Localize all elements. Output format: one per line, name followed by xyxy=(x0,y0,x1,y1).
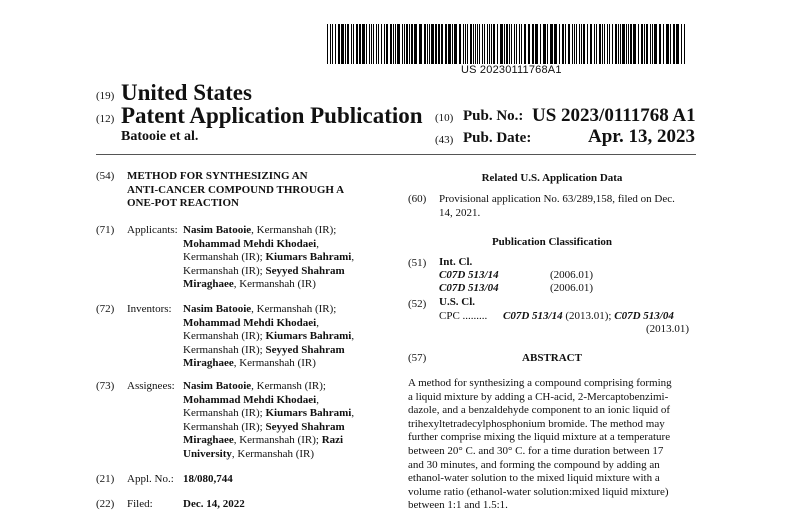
barcode-bar xyxy=(628,24,629,64)
assignee-name: Miraghaee xyxy=(183,434,234,447)
title-line: METHOD FOR SYNTHESIZING AN xyxy=(127,170,308,182)
barcode-bar xyxy=(347,24,349,64)
barcode-bar xyxy=(644,24,645,64)
barcode-bar xyxy=(384,24,385,64)
cpc-line xyxy=(439,310,674,324)
barcode-bar xyxy=(535,24,538,64)
abstract-line: volume ratio (ethanol-water solution:mixed liquid mixture) xyxy=(408,485,669,498)
applicant-location: , Kermanshah (IR); xyxy=(251,224,337,236)
applicant-location: Kermanshah (IR); xyxy=(183,251,266,264)
barcode-bar xyxy=(445,24,447,64)
barcode-bar xyxy=(359,24,361,64)
applicant-name: Miraghaee xyxy=(183,278,234,291)
barcode-bar xyxy=(491,24,492,64)
assignee-name: Seyyed Shahram xyxy=(265,420,345,433)
assignee-location: Kermanshah (IR); xyxy=(183,407,266,420)
barcode-bar xyxy=(646,24,648,64)
barcode-bar xyxy=(590,24,592,64)
inventor-name: Kiumars Bahrami xyxy=(265,330,352,343)
abstract-code: (57) xyxy=(408,352,427,364)
inventors-list xyxy=(183,303,354,371)
abstract-line: A method for synthesizing a compound comprising forming xyxy=(408,377,672,389)
barcode-bar xyxy=(378,24,379,64)
separator: , xyxy=(316,393,319,406)
barcode-bar xyxy=(670,24,671,64)
applicant-location: Kermanshah (IR); xyxy=(183,264,266,277)
int-cl-year: (2006.01) xyxy=(550,282,594,294)
barcode-bar xyxy=(615,24,617,64)
barcode-bar xyxy=(487,24,488,64)
barcode-bar xyxy=(568,24,570,64)
barcode-bar xyxy=(338,24,340,64)
inventor-name: Miraghaee xyxy=(183,357,234,370)
assignees-label: Assignees: xyxy=(127,380,175,392)
publication-type: Patent Application Publication xyxy=(121,103,423,128)
barcode-bar xyxy=(684,24,685,64)
pub-no-label: Pub. No.: xyxy=(463,108,524,124)
abstract-line: trihexyltetradecylphosphonium bromide. The method may xyxy=(408,417,665,430)
assignee-location: , Kermansh (IR); xyxy=(251,380,326,392)
applicant-location: , Kermanshah (IR) xyxy=(233,278,316,291)
barcode-bar xyxy=(327,24,328,64)
barcode-bar xyxy=(602,24,603,64)
assignee-name: University xyxy=(183,447,232,460)
pub-date-label: Pub. Date: xyxy=(463,130,532,146)
barcode-bar xyxy=(543,24,546,64)
barcode-bar xyxy=(511,24,512,64)
inventor-name: Mohammad Mehdi Khodaei xyxy=(183,316,317,329)
pub-date-value: Apr. 13, 2023 xyxy=(588,126,695,147)
assignee-name: Mohammad Mehdi Khodaei xyxy=(183,393,317,406)
barcode-bar xyxy=(477,24,478,64)
barcode-bar xyxy=(516,24,517,64)
barcode-bar xyxy=(572,24,573,64)
assignee-name: Kiumars Bahrami xyxy=(265,407,352,420)
barcode-bar xyxy=(565,24,566,64)
barcode-bar xyxy=(475,24,476,64)
barcode-bar xyxy=(620,24,621,64)
barcode-bar xyxy=(663,24,664,64)
inventor-short: Batooie et al. xyxy=(121,129,199,144)
barcode-bar xyxy=(467,24,468,64)
type-code: (12) xyxy=(96,113,115,125)
int-cl-year: (2006.01) xyxy=(550,269,594,281)
provisional-line: Provisional application No. 63/289,158, filed on Dec. xyxy=(439,193,675,205)
assignees-code: (73) xyxy=(96,380,115,392)
country-name: United States xyxy=(121,80,252,105)
barcode-bar xyxy=(652,24,653,64)
barcode-bar xyxy=(559,24,560,64)
barcode-bar xyxy=(463,24,464,64)
cpc-class: C07D 513/04 xyxy=(614,310,674,322)
barcode-number: US 20230111768A1 xyxy=(461,64,562,76)
cpc-class: C07D 513/14 xyxy=(503,310,563,322)
barcode-bar xyxy=(506,24,508,64)
cpc-label: CPC ......... xyxy=(439,310,488,322)
barcode-bar xyxy=(587,24,588,64)
barcode-bar xyxy=(532,24,534,64)
invention-title xyxy=(127,170,344,211)
barcode-bar xyxy=(509,24,510,64)
barcode-bar xyxy=(341,24,344,64)
assignee-name: Nasim Batooie xyxy=(183,380,252,392)
barcode-bar xyxy=(550,24,553,64)
abstract-line: between 1:1 and 1.5:1. xyxy=(408,499,508,512)
filed-label: Filed: xyxy=(127,498,153,510)
barcode-bar xyxy=(641,24,643,64)
barcode-bar xyxy=(386,24,388,64)
separator: , xyxy=(316,316,319,329)
barcode-bar xyxy=(381,24,382,64)
barcode-bar xyxy=(362,24,365,64)
abstract-line: ethanol-water solution to the mixed liquid mixture with a xyxy=(408,472,660,485)
applicant-name: Mohammad Mehdi Khodaei xyxy=(183,237,317,250)
barcode-bar xyxy=(438,24,440,64)
barcode-bar xyxy=(489,24,490,64)
assignees-list xyxy=(183,380,354,462)
barcode-bar xyxy=(366,24,367,64)
barcode-bar xyxy=(607,24,608,64)
barcode-bar xyxy=(681,24,682,64)
title-line: ONE-POT REACTION xyxy=(127,197,239,210)
barcode-bar xyxy=(427,24,428,64)
inventor-name: Seyyed Shahram xyxy=(265,343,345,356)
barcode-bar xyxy=(633,24,636,64)
assignee-location: Kermanshah (IR); xyxy=(183,420,266,433)
barcode-bar xyxy=(390,24,392,64)
barcode-bar xyxy=(676,24,679,64)
barcode-bar xyxy=(429,24,430,64)
barcode-bar xyxy=(596,24,597,64)
separator: , xyxy=(351,330,355,343)
applicants-list xyxy=(183,224,354,292)
barcode-bar xyxy=(519,24,520,64)
barcode-bar xyxy=(493,24,495,64)
barcode-bar xyxy=(335,24,336,64)
barcode-bar xyxy=(579,24,580,64)
barcode-bar xyxy=(431,24,434,64)
barcode-bar xyxy=(404,24,405,64)
barcode-bar xyxy=(393,24,394,64)
barcode-bar xyxy=(356,24,358,64)
barcode-bar xyxy=(547,24,548,64)
barcode-bar xyxy=(351,24,352,64)
assignee-location: , Kermanshah (IR); xyxy=(233,434,322,447)
barcode-bar xyxy=(332,24,333,64)
int-cl-label: Int. Cl. xyxy=(439,256,473,268)
barcode-bar xyxy=(659,24,661,64)
barcode-bar xyxy=(441,24,443,64)
country-code: (19) xyxy=(96,90,115,102)
inventor-name: Nasim Batooie xyxy=(183,303,252,315)
abstract-body xyxy=(408,377,698,513)
barcode-bar xyxy=(540,24,541,64)
barcode-bar xyxy=(599,24,601,64)
barcode-bar xyxy=(435,24,437,64)
barcode-bar xyxy=(528,24,530,64)
barcode-bar xyxy=(353,24,354,64)
filed-value: Dec. 14, 2022 xyxy=(183,498,245,510)
barcode-bar xyxy=(406,24,408,64)
barcode-bar xyxy=(465,24,466,64)
title-code: (54) xyxy=(96,170,115,182)
barcode-bar xyxy=(345,24,346,64)
inventors-label: Inventors: xyxy=(127,303,172,315)
barcode-bar xyxy=(574,24,575,64)
int-cl-code: (51) xyxy=(408,257,427,269)
barcode-bar xyxy=(654,24,657,64)
barcode-bar xyxy=(504,24,505,64)
appl-no-code: (21) xyxy=(96,473,115,485)
applicant-name: Nasim Batooie xyxy=(183,224,252,236)
barcode-bar xyxy=(424,24,426,64)
applicant-name: Kiumars Bahrami xyxy=(265,251,352,264)
header-divider xyxy=(96,154,696,155)
abstract-line: further comprise mixing the liquid mixture at a temperature xyxy=(408,431,671,444)
barcode-bar xyxy=(402,24,403,64)
provisional-line: 14, 2021. xyxy=(439,206,481,219)
assignee-location: , Kermanshah (IR) xyxy=(231,447,315,460)
barcode-bar xyxy=(500,24,503,64)
barcode-bar xyxy=(373,24,374,64)
barcode-bar xyxy=(581,24,582,64)
related-data-title: Related U.S. Application Data xyxy=(481,172,623,184)
barcode-bar xyxy=(497,24,498,64)
barcode-bar xyxy=(626,24,627,64)
provisional-code: (60) xyxy=(408,193,427,205)
separator: , xyxy=(316,237,319,250)
appl-no-label: Appl. No.: xyxy=(127,473,174,485)
barcode-bar xyxy=(452,24,453,64)
separator: , xyxy=(351,251,355,264)
barcode-bar xyxy=(419,24,422,64)
barcode-bar xyxy=(630,24,632,64)
barcode-image xyxy=(327,24,687,64)
barcode-bar xyxy=(371,24,372,64)
barcode-bar xyxy=(650,24,651,64)
barcode-bar xyxy=(459,24,461,64)
barcode-bar xyxy=(414,24,417,64)
barcode-bar xyxy=(554,24,557,64)
inventor-location: , Kermanshah (IR) xyxy=(233,357,316,370)
provisional-text xyxy=(439,193,675,220)
barcode-bar xyxy=(473,24,474,64)
barcode-bar xyxy=(411,24,413,64)
applicants-code: (71) xyxy=(96,224,115,236)
abstract-title: ABSTRACT xyxy=(522,352,582,364)
barcode-bar xyxy=(376,24,377,64)
barcode-bar xyxy=(514,24,515,64)
barcode-bar xyxy=(604,24,605,64)
barcode-bar xyxy=(576,24,577,64)
barcode-bar xyxy=(448,24,451,64)
cpc-year: (2013.01); xyxy=(562,310,615,322)
barcode-bar xyxy=(470,24,472,64)
barcode-bar xyxy=(330,24,331,64)
barcode-bar xyxy=(673,24,675,64)
barcode-bar xyxy=(638,24,639,64)
classification-title: Publication Classification xyxy=(491,236,613,248)
barcode-bar xyxy=(562,24,564,64)
barcode-bar xyxy=(369,24,370,64)
barcode-bar xyxy=(622,24,625,64)
barcode-bar xyxy=(524,24,526,64)
abstract-line: dazole, and a benzaldehyde component to an ionic liquid of xyxy=(408,404,671,417)
barcode-bar xyxy=(482,24,483,64)
abstract-line: and 30 minutes, and forming the compound by adding an xyxy=(408,458,660,471)
cpc-year: (2013.01) xyxy=(646,323,690,335)
applicant-name: Seyyed Shahram xyxy=(265,264,345,277)
barcode-bar xyxy=(666,24,669,64)
pub-date-code: (43) xyxy=(435,134,454,146)
barcode-bar xyxy=(583,24,585,64)
separator: , xyxy=(351,407,355,420)
barcode-bar xyxy=(484,24,485,64)
int-cl-class: C07D 513/04 xyxy=(439,282,499,294)
inventor-location: Kermanshah (IR); xyxy=(183,343,266,356)
pub-no-code: (10) xyxy=(435,112,454,124)
barcode-bar xyxy=(618,24,619,64)
assignee-name: Razi xyxy=(321,434,344,447)
int-cl-class: C07D 513/14 xyxy=(439,269,499,281)
inventor-location: Kermanshah (IR); xyxy=(183,330,266,343)
us-cl-label: U.S. Cl. xyxy=(439,296,476,308)
barcode-bar xyxy=(409,24,410,64)
abstract-line: a liquid mixture by adding a CH-acid, 2-Mercaptobenzimi- xyxy=(408,390,669,403)
barcode-bar xyxy=(454,24,457,64)
barcode-bar xyxy=(521,24,522,64)
barcode-bar xyxy=(594,24,595,64)
abstract-line: between 20° C. and 30° C. for a time duration between 17 xyxy=(408,444,664,457)
barcode-bar xyxy=(612,24,613,64)
barcode-bar xyxy=(479,24,480,64)
title-line: ANTI-CANCER COMPOUND THROUGH A xyxy=(127,183,345,196)
barcode-bar xyxy=(397,24,400,64)
barcode-bar xyxy=(395,24,396,64)
inventor-location: , Kermanshah (IR); xyxy=(251,303,337,315)
appl-no-value: 18/080,744 xyxy=(183,473,233,485)
inventors-code: (72) xyxy=(96,303,115,315)
filed-code: (22) xyxy=(96,498,115,510)
us-cl-code: (52) xyxy=(408,298,427,310)
applicants-label: Applicants: xyxy=(127,224,178,236)
pub-no-value: US 2023/0111768 A1 xyxy=(532,105,696,126)
barcode-bar xyxy=(609,24,610,64)
